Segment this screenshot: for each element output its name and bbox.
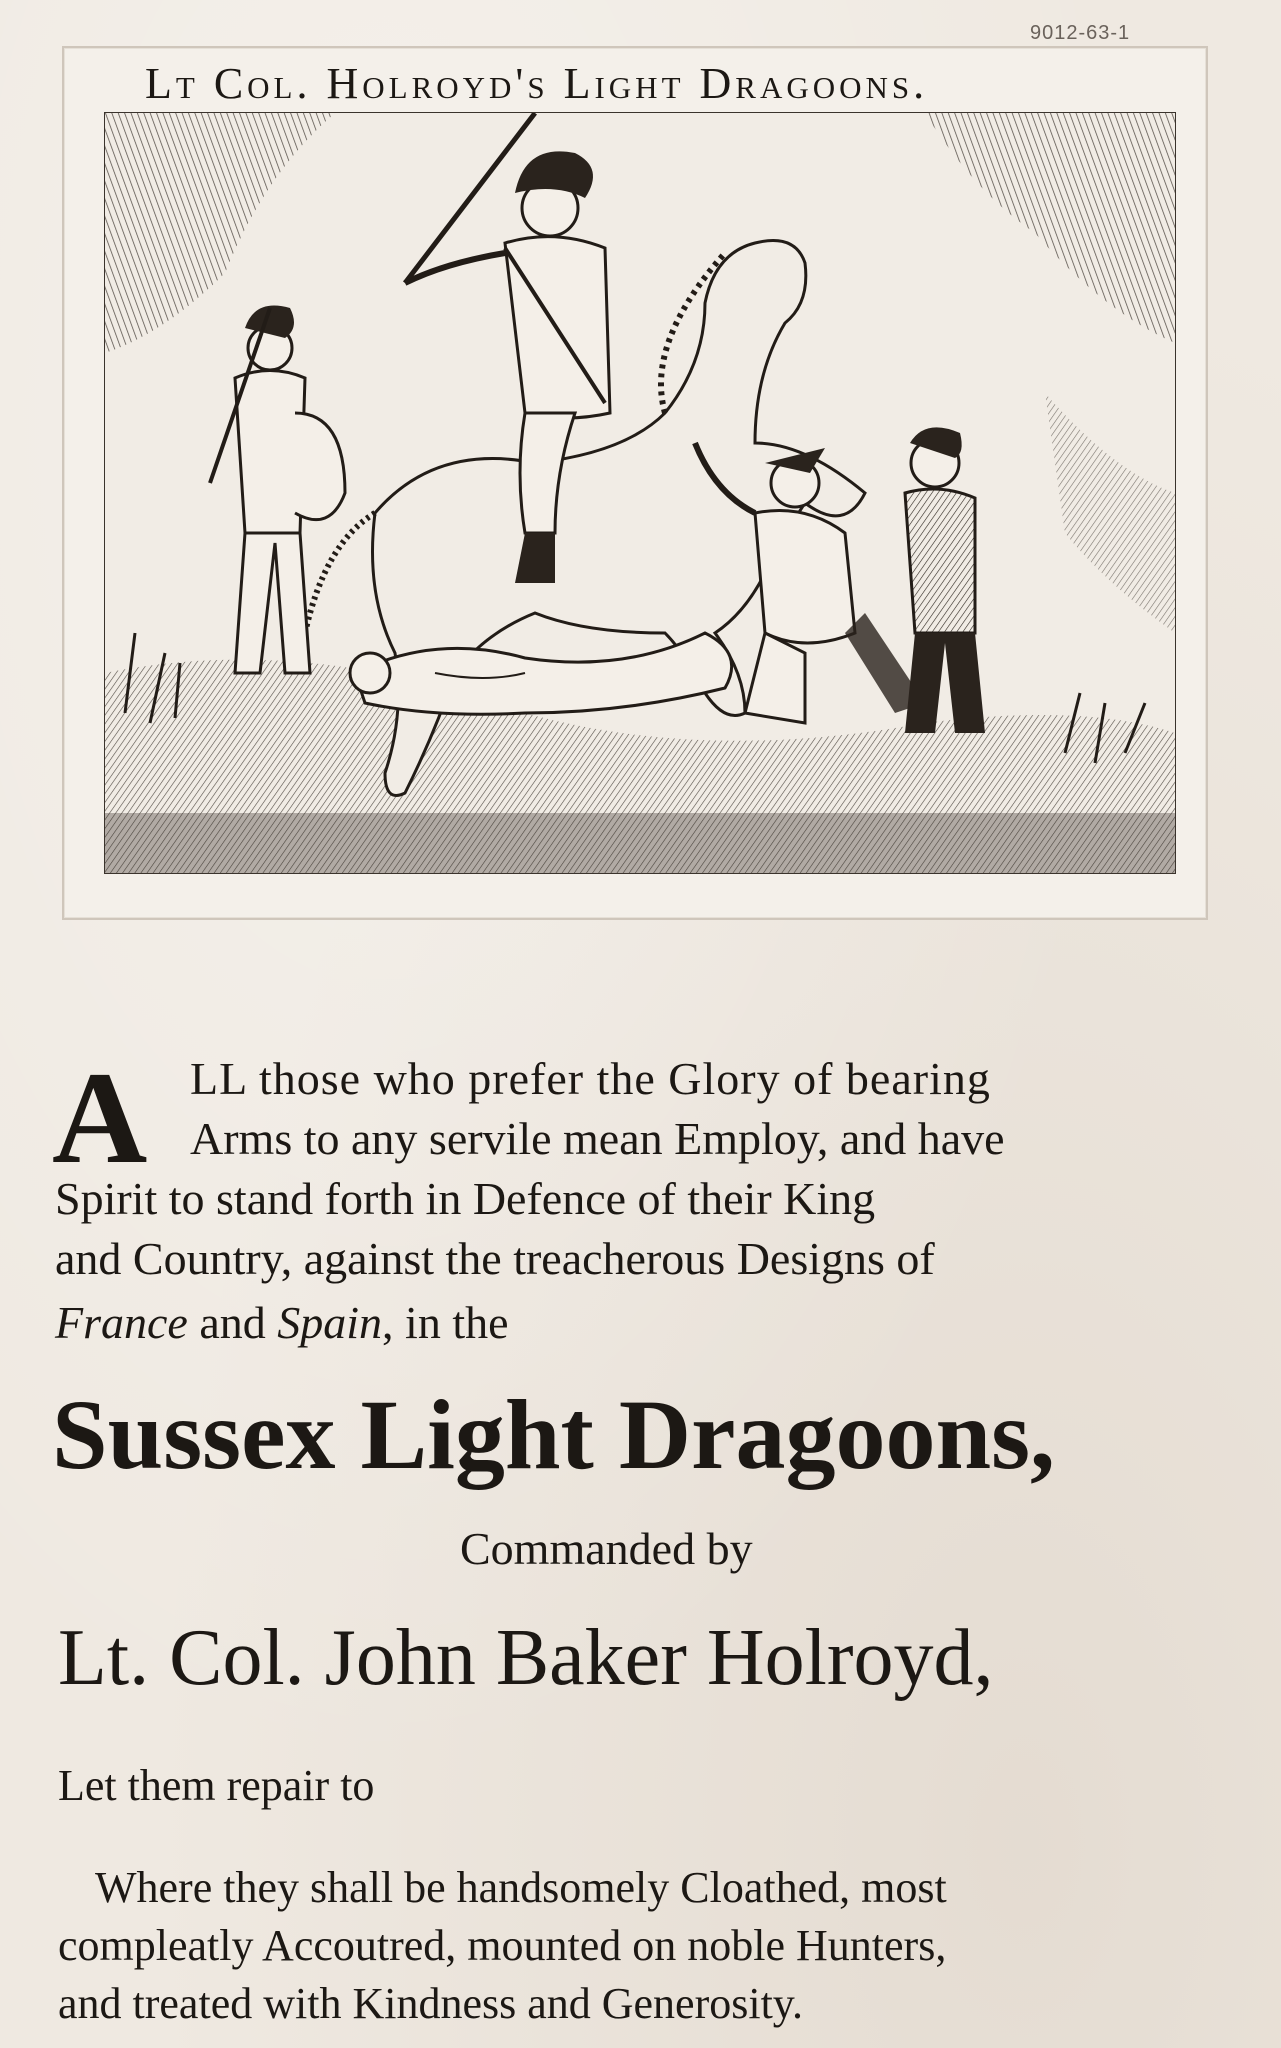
line5-and: and	[187, 1297, 278, 1348]
plate-title: Lt Col. Holroyd's Light Dragoons.	[145, 59, 929, 108]
regiment-name: Sussex Light Dragoons,	[52, 1379, 1055, 1490]
closing-line-2: compleatly Accoutred, mounted on noble Hunters,	[58, 1921, 947, 1970]
line5-tail: , in the	[382, 1297, 509, 1348]
commander-name: Lt. Col. John Baker Holroyd,	[58, 1614, 994, 1702]
notice-line-4: and Country, against the treacherous Designs of	[55, 1233, 935, 1284]
notice-line-3: Spirit to stand forth in Defence of their King	[55, 1173, 876, 1224]
notice-line-2: Arms to any servile mean Employ, and have	[190, 1113, 1005, 1164]
closing-line-3: and treated with Kindness and Generosity.	[58, 1979, 803, 2028]
notice-line-1: LL those who prefer the Glory of bearing	[190, 1053, 991, 1104]
country-france: France	[55, 1297, 188, 1348]
country-spain: Spain	[277, 1297, 383, 1348]
notice-line-5	[55, 1296, 509, 1349]
drop-capital: A	[52, 1044, 148, 1191]
repair-instruction: Let them repair to	[58, 1761, 375, 1810]
catalog-mark: 9012-63-1	[1030, 22, 1131, 44]
closing-line-1: Where they shall be handsomely Cloathed, most	[95, 1863, 947, 1912]
dragoon-engraving-icon	[104, 112, 1176, 874]
commanded-by: Commanded by	[460, 1523, 753, 1574]
